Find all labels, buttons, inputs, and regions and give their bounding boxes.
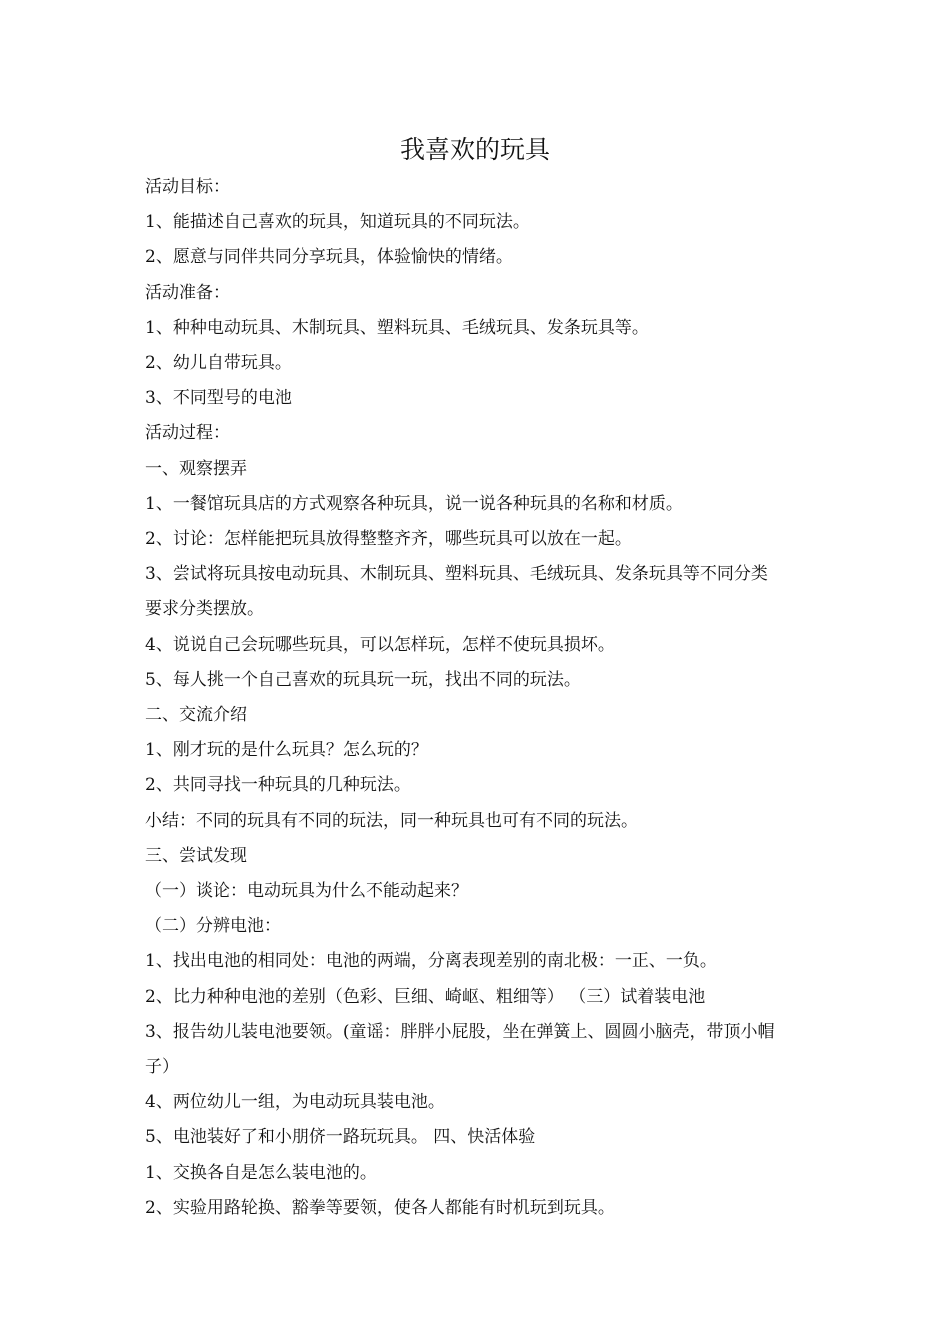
text-line: 2、幼儿自带玩具。 [145, 353, 292, 374]
text-line: 3、尝试将玩具按电动玩具、木制玩具、塑料玩具、毛绒玩具、发条玩具等不同分类 [145, 564, 768, 585]
document-body [145, 170, 810, 1226]
text-line: 3、报告幼儿装电池要领。(童谣：胖胖小屁股，坐在弹簧上、圆圆小脑壳，带顶小帽 [145, 1021, 775, 1042]
text-line: 1、一餐馆玩具店的方式观察各种玩具，说一说各种玩具的名称和材质。 [145, 493, 683, 514]
text-line: 5、电池装好了和小朋侪一路玩玩具。 四、快活体验 [145, 1127, 536, 1148]
text-line: 1、能描述自己喜欢的玩具，知道玩具的不同玩法。 [145, 212, 530, 233]
section-heading-preparation: 活动准备： [145, 282, 230, 303]
text-line: 1、找出电池的相同处：电池的两端，分离表现差别的南北极：一正、一负。 [145, 951, 717, 972]
text-line: 2、共同寻找一种玩具的几种玩法。 [145, 775, 411, 796]
text-line: 1、种种电动玩具、木制玩具、塑料玩具、毛绒玩具、发条玩具等。 [145, 317, 649, 338]
text-line: 2、实验用路轮换、豁拳等要领，使各人都能有时机玩到玩具。 [145, 1197, 615, 1218]
text-line: 2、愿意与同伴共同分享玩具，体验愉快的情绪。 [145, 247, 513, 268]
summary-line: 小结：不同的玩具有不同的玩法，同一种玩具也可有不同的玩法。 [145, 810, 638, 831]
text-line: 5、每人挑一个自己喜欢的玩具玩一玩，找出不同的玩法。 [145, 669, 581, 690]
text-line: 1、交换各自是怎么装电池的。 [145, 1162, 377, 1183]
document-title: 我喜欢的玩具 [399, 135, 550, 164]
text-line: 3、不同型号的电池 [145, 388, 292, 409]
text-line: （二）分辨电池： [145, 916, 281, 937]
section-heading-process: 活动过程： [145, 423, 230, 444]
text-line: 2、比力种种电池的差别（色彩、巨细、崎岖、粗细等） （三）试着装电池 [145, 986, 706, 1007]
subsection-heading: 三、尝试发现 [145, 845, 247, 866]
text-line: 1、刚才玩的是什么玩具？怎么玩的？ [145, 740, 428, 761]
text-line: 2、讨论：怎样能把玩具放得整整齐齐，哪些玩具可以放在一起。 [145, 529, 632, 550]
text-line: 4、两位幼儿一组，为电动玩具装电池。 [145, 1092, 445, 1113]
subsection-heading: 一、观察摆弄 [145, 458, 247, 479]
text-line: 4、说说自己会玩哪些玩具，可以怎样玩，怎样不使玩具损坏。 [145, 634, 615, 655]
subsection-heading: 二、交流介绍 [145, 705, 247, 726]
text-line: 要求分类摆放。 [145, 599, 264, 620]
text-line: 子） [145, 1057, 179, 1078]
text-line: （一）谈论：电动玩具为什么不能动起来？ [145, 881, 468, 902]
section-heading-goals: 活动目标： [145, 177, 230, 197]
